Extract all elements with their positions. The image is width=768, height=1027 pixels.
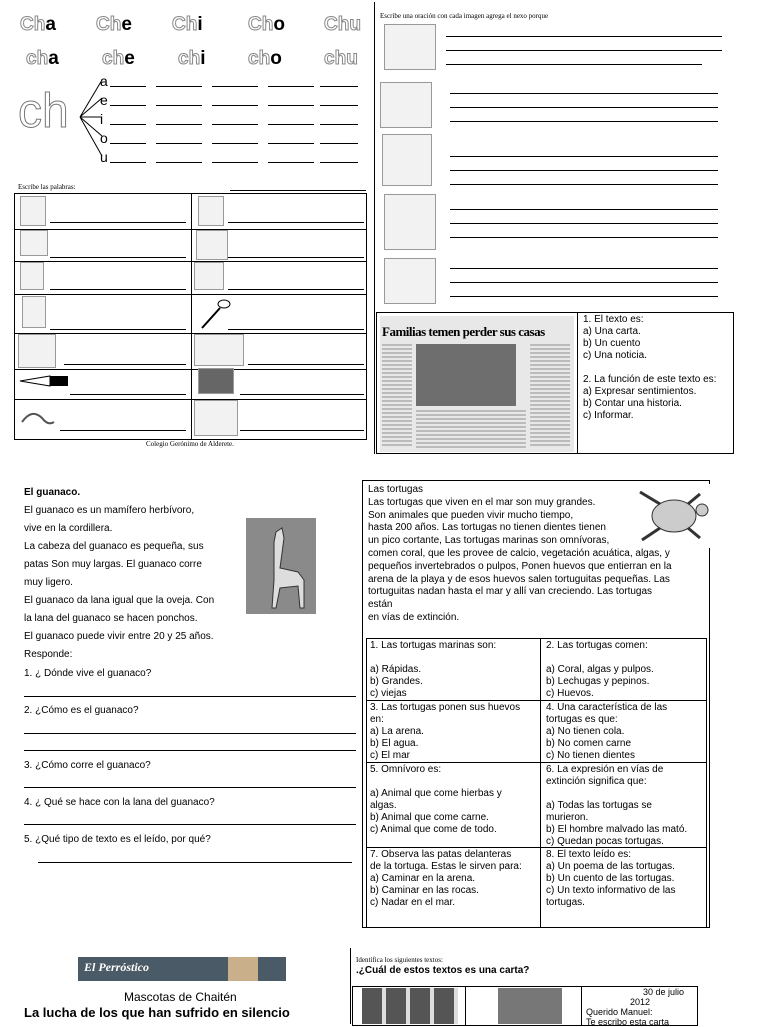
tortugas-line: Son animales que pueden vivir mucho tiempo, [368, 509, 574, 521]
vowel-i: i [100, 111, 104, 127]
spoon-icon [196, 296, 232, 332]
guanaco-line: la lana del guanaco se hacen ponchos. [24, 613, 198, 624]
tortugas-line: en vías de extinción. [368, 611, 460, 623]
tortugas-q1: 1. Las tortugas marinas son: a) Rápidas. b) Grandes. c) viejas [370, 640, 497, 699]
carta-question: .¿Cuál de estos textos es una carta? [356, 965, 530, 976]
write-words-table [14, 193, 367, 440]
news-q1-a[interactable]: a) Una carta. [583, 326, 641, 337]
letter-body: Te escribo esta carta [586, 1017, 670, 1027]
syllable-lower-5: chu [324, 48, 358, 69]
letter-greeting: Querido Manuel: [586, 1007, 653, 1017]
perrostico-banner [78, 957, 286, 981]
news-column-text-2 [530, 344, 570, 448]
guanaco-line: muy ligero. [24, 577, 73, 588]
syllable-lower-4: cho [248, 48, 282, 69]
syllable-upper-1: Cha [20, 14, 80, 38]
child-picture-4 [384, 194, 436, 250]
tortugas-line: pequeños invertebrados o pulpos, Ponen huevos que entierran en la [368, 560, 672, 572]
vowel-u: u [100, 149, 108, 165]
news-column-text [382, 344, 412, 448]
news-q1-c[interactable]: c) Una noticia. [583, 350, 647, 361]
perrostico-logo: El Perróstico [84, 960, 149, 974]
guanaco-line: La cabeza del guanaco es pequeña, sus [24, 541, 204, 552]
top-divider [374, 2, 375, 454]
milk-carton-icon [20, 196, 46, 226]
guanaco-title: El guanaco. [24, 487, 81, 498]
tortugas-q4: 4. Una característica de las tortugas es que: a) No tienen cola. b) No comen carne c) No tienen dientes [546, 702, 668, 761]
vowel-a: a [100, 73, 108, 89]
child-picture-5 [384, 258, 436, 304]
tortugas-line: comen coral, que les provee de calcio, vegetación acuática, algas, y [368, 547, 670, 559]
check-icon [194, 262, 224, 290]
carta-letter [586, 987, 698, 1027]
tortugas-q3: 3. Las tortugas ponen sus huevos en: a) La arena. b) El agua. c) El mar [370, 702, 521, 761]
vowel-o: o [100, 130, 108, 146]
write-words-label: Escribe las palabras: [18, 183, 76, 191]
fireplace-icon [20, 230, 48, 256]
jacket-icon [196, 230, 228, 260]
pacifier-icon [20, 262, 44, 290]
guanaco-line: El guanaco da lana igual que la oveja. Con [24, 595, 215, 606]
tortugas-line: Las tortugas que viven en el mar son muy grandes. [368, 496, 596, 508]
syllable-upper-5: Chu [324, 14, 361, 35]
cabbage-icon [18, 334, 56, 368]
ch-big-letters: ch [18, 85, 69, 138]
child-picture-1 [384, 24, 436, 70]
sentence-instruction: Escribe una oración con cada imagen agrega el nexo porque [380, 12, 549, 20]
syllable-upper-2: Che [96, 14, 132, 35]
answer-line[interactable] [24, 696, 356, 697]
tortugas-q6: 6. La expresión en vías de extinción significa que: a) Todas las tortugas se murieron. b) El hombre malvado las mató. c) Quedan pocas tortugas. [546, 764, 688, 847]
guanaco-q5: 5. ¿Qué tipo de texto es el leído, por qué? [24, 834, 211, 845]
guanaco-line: patas Son muy largas. El guanaco corre [24, 559, 202, 570]
news-questions [583, 314, 716, 422]
answer-line[interactable] [24, 787, 356, 788]
tortugas-line: arena de la playa y de esos huevos salen tortuguitas pequeñas. Las [368, 573, 670, 585]
news-clipping [380, 316, 574, 452]
tortugas-q8: 8. El texto leído es: a) Un poema de las tortugas. b) Un cuento de las tortugas. c) Un texto informativo de las tortugas. [546, 849, 676, 908]
guanaco-picture [246, 518, 316, 614]
chimney-icon [22, 296, 46, 328]
guanaco-q4: 4. ¿ Qué se hace con la lana del guanaco? [24, 797, 215, 808]
news-q1: 1. El texto es: [583, 314, 644, 325]
school-name: Colegio Gerónimo de Alderete. [146, 440, 234, 448]
carta-instruction: Identifica los siguientes textos: [356, 956, 443, 964]
syllable-lower-1: cha [26, 48, 59, 69]
tortugas-q2: 2. Las tortugas comen: a) Coral, algas y pulpos. b) Lechugas y pepinos. c) Huevos. [546, 640, 654, 699]
news-q2-c[interactable]: c) Informar. [583, 410, 634, 421]
news-headline: Familias temen perder sus casas [382, 324, 545, 339]
bottom-divider [350, 948, 351, 1024]
guanaco-q3: 3. ¿Cómo corre el guanaco? [24, 760, 151, 771]
answer-line[interactable] [38, 862, 352, 863]
news-q2-a[interactable]: a) Expresar sentimientos. [583, 386, 697, 397]
tortugas-line: hasta 200 años. Las tortugas no tienen dientes tienen [368, 522, 606, 534]
news-q2-b[interactable]: b) Contar una historia. [583, 398, 682, 409]
guanaco-line: El guanaco es un mamífero herbívoro, [24, 505, 195, 516]
news-column-text-3 [416, 410, 526, 448]
dog-icon [228, 957, 258, 981]
news-q2: 2. La función de este texto es: [583, 374, 717, 385]
tortugas-line: están [368, 599, 393, 611]
vest-icon [198, 196, 224, 226]
vowel-e: e [100, 92, 108, 108]
letter-year: 2012 [630, 997, 651, 1007]
answer-line[interactable] [24, 824, 356, 825]
syllable-upper-4: Cho [248, 14, 285, 35]
child-picture-3 [382, 134, 432, 186]
news-q1-b[interactable]: b) Un cuento [583, 338, 641, 349]
tortugas-line: un pico cortante, Las tortugas marinas son omnívoras, [368, 535, 610, 547]
backpack-icon [194, 400, 238, 436]
guanaco-q2: 2. ¿Cómo es el guanaco? [24, 705, 139, 716]
syllable-upper-3: Chi [172, 14, 203, 35]
guanaco-q1: 1. ¿ Dónde vive el guanaco? [24, 668, 152, 679]
perrostico-headline: La lucha de los que han sufrido en silencio [24, 1005, 290, 1020]
child-picture-2 [380, 82, 432, 128]
news-photo [416, 344, 516, 406]
guanaco-responde: Responde: [24, 649, 73, 660]
tortugas-title: Las tortugas [368, 484, 424, 495]
chocolate-icon [198, 368, 234, 394]
tortugas-line: tortuguitas nadan hasta el mar y allí van creciendo. Las tortugas [368, 586, 653, 598]
syllable-lower-3: chi [178, 48, 206, 69]
dogs-icon [194, 334, 244, 366]
vowel-list [100, 72, 108, 167]
perrostico-section: Mascotas de Chaitén [124, 990, 237, 1004]
guanaco-line: vive en la cordillera. [24, 523, 113, 534]
tortugas-q5: 5. Omnívoro es: a) Animal que come hierbas y algas. b) Animal que come carne. c) Animal que come de todo. [370, 764, 502, 835]
letter-date: 30 de julio [642, 987, 684, 997]
turtle-picture [630, 484, 718, 548]
tortugas-q7: 7. Observa las patas delanteras de la tortuga. Estas le sirven para: a) Caminar en la arena. b) Caminar en las rocas. c) Nadar en el mar. [370, 849, 522, 908]
story-picture [498, 988, 562, 1024]
guanaco-line: El guanaco puede vivir entre 20 y 25 años. [24, 631, 214, 642]
plug-icon [18, 402, 58, 438]
syllable-lower-2: che [102, 48, 135, 69]
knife-icon [18, 372, 70, 390]
answer-line[interactable] [24, 750, 356, 751]
answer-line[interactable] [24, 733, 356, 734]
comic-strip-picture [362, 988, 458, 1024]
